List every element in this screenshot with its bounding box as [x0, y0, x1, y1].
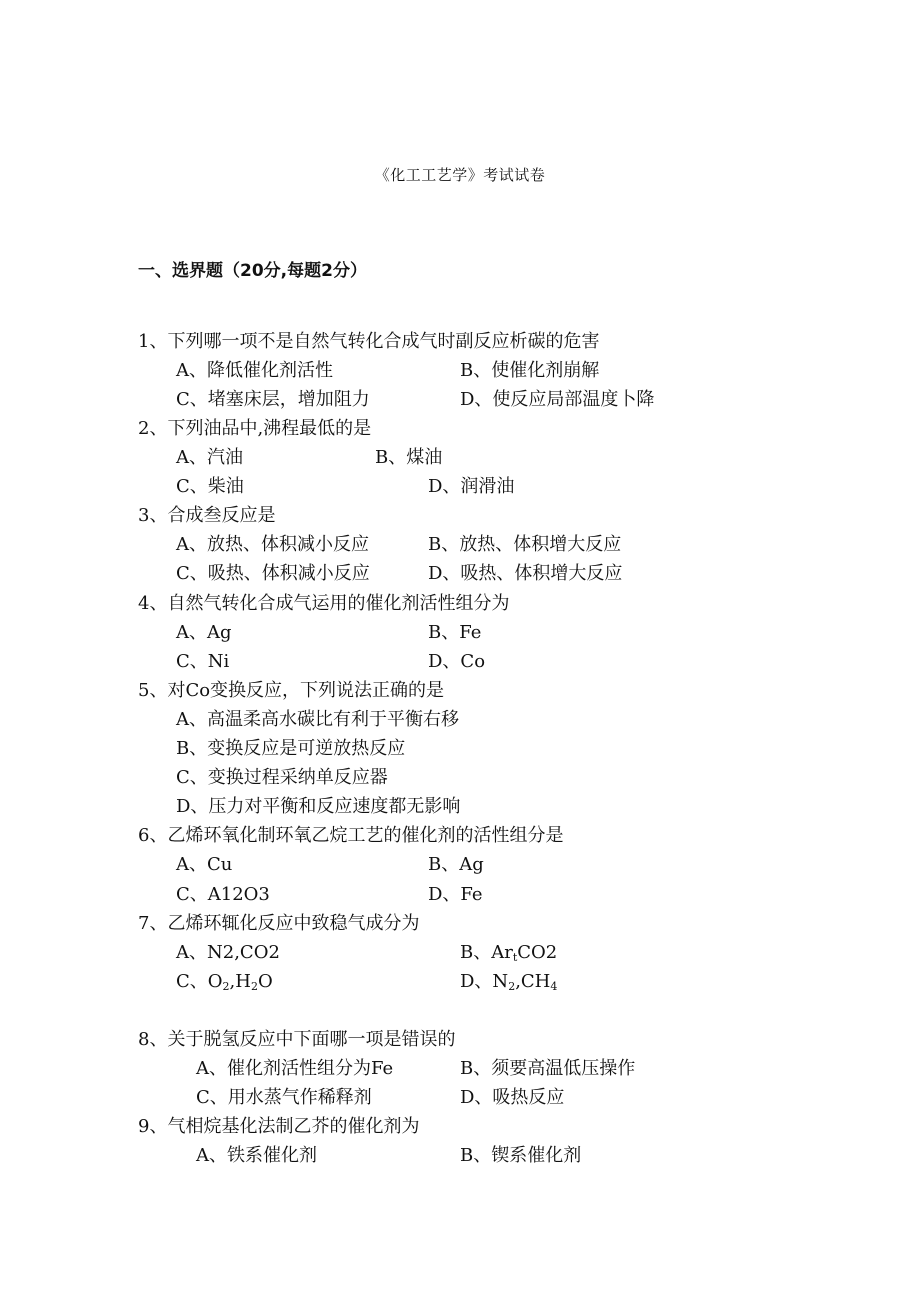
q3-option-d: D、吸热、体积增大反应: [428, 563, 623, 584]
q5-option-c: C、变换过程采纳单反应器: [176, 767, 388, 788]
q3-option-c: C、吸热、体积减小反应: [176, 563, 370, 584]
q5-option-d: D、压力对平衡和反应速度都无影响: [176, 796, 461, 817]
question-2: 2、下列油品中,沸程最低的是: [138, 418, 372, 439]
q6-option-d: D、Fe: [428, 884, 483, 905]
q4-option-d: D、Co: [428, 651, 486, 672]
q9-option-a: A、铁系催化剂: [196, 1145, 317, 1166]
q6-option-c: C、A12O3: [176, 884, 270, 905]
question-9: 9、气相烷基化法制乙芥的催化剂为: [138, 1116, 420, 1137]
q2-option-b: B、煤油: [375, 447, 443, 468]
question-3: 3、合成叁反应是: [138, 505, 276, 526]
question-6: 6、乙烯环氧化制环氧乙烷工艺的催化剂的活性组分是: [138, 825, 564, 846]
q3-option-a: A、放热、体积减小反应: [176, 534, 369, 555]
q2-option-d: D、润滑油: [428, 476, 515, 497]
q4-option-c: C、Ni: [176, 651, 230, 672]
q7-option-b: B、$Ar_tCO2$: [460, 942, 558, 964]
q6-option-a: A、Cu: [176, 854, 233, 875]
q8-option-c: C、用水蒸气作稀释剂: [196, 1087, 372, 1108]
section-heading: 一、选界题（20分,每题2分）: [138, 261, 367, 281]
q1-option-c: C、堵塞床层，增加阻力: [176, 389, 370, 410]
q2-option-a: A、汽油: [176, 447, 243, 468]
question-1: 1、下列哪一项不是自然气转化合成气时副反应析碳的危害: [138, 331, 600, 352]
q4-option-a: A、Ag: [176, 622, 232, 643]
q8-option-d: D、吸热反应: [460, 1087, 565, 1108]
q5-option-b: B、变换反应是可逆放热反应: [176, 738, 406, 759]
q2-option-c: C、柴油: [176, 476, 244, 497]
q6-option-b: B、Ag: [428, 854, 484, 875]
question-4: 4、自然气转化合成气运用的催化剂活性组分为: [138, 593, 510, 614]
q7-option-d: D、$N_2,CH_4$: [460, 971, 558, 993]
q1-option-b: B、使催化剂崩解: [460, 360, 600, 381]
q7-option-c: C、$O_2,H_2O$: [176, 971, 273, 993]
q1-option-d: D、使反应局部温度卜降: [460, 389, 655, 410]
q1-option-a: A、降低催化剂活性: [176, 360, 333, 381]
q5-option-a: A、高温柔高水碳比有利于平衡右移: [176, 709, 459, 730]
question-8: 8、关于脱氢反应中下面哪一项是错误的: [138, 1029, 456, 1050]
q8-option-b: B、须要高温低压操作: [460, 1058, 636, 1079]
q9-option-b: B、锲系催化剂: [460, 1145, 582, 1166]
question-7: 7、乙烯环辄化反应中致稳气成分为: [138, 913, 420, 934]
q8-option-a: A、催化剂活性组分为Fe: [196, 1058, 394, 1079]
q3-option-b: B、放热、体积增大反应: [428, 534, 622, 555]
q7-option-a: A、N2,CO2: [176, 942, 280, 963]
q4-option-b: B、Fe: [428, 622, 482, 643]
exam-title: 《化工工艺学》考试试卷: [374, 166, 546, 184]
question-5: 5、对Co变换反应，下列说法正确的是: [138, 680, 445, 701]
